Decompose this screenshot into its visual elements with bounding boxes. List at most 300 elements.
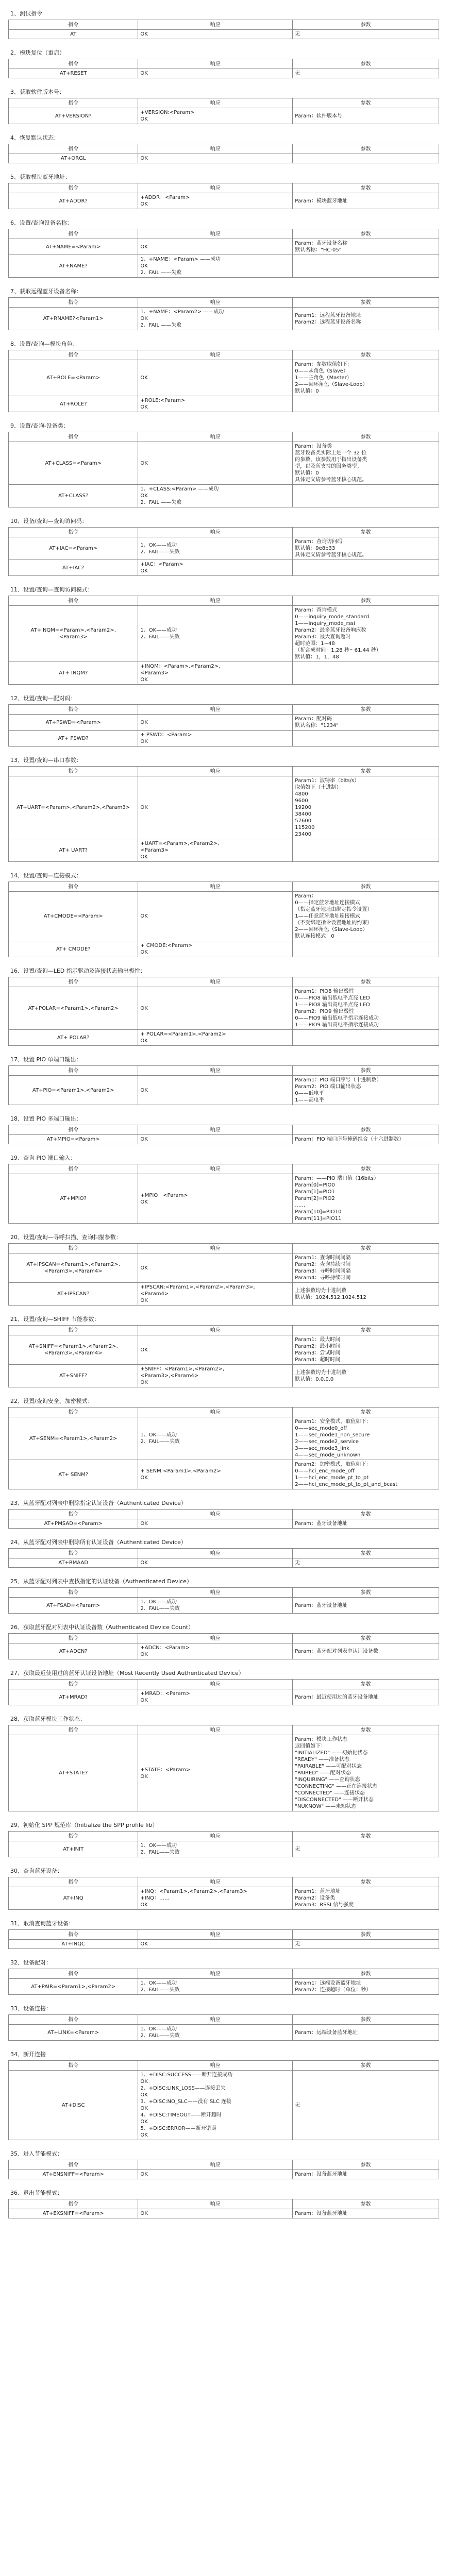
command-cell	[9, 485, 138, 507]
response-line: +SNIFF：<Param1>,<Param2>,	[140, 1366, 225, 1372]
response-line: OK	[140, 2172, 148, 2177]
parameter-cell	[293, 1643, 439, 1659]
parameter-line: 0——低电平	[295, 1091, 324, 1096]
command-section	[8, 287, 444, 330]
response-cell	[138, 839, 293, 862]
response-line: 2、FAIL ——失败	[140, 270, 182, 276]
command-section	[8, 2149, 444, 2179]
command-header: 指令	[9, 298, 138, 308]
command-table	[8, 2199, 439, 2218]
command-header: 指令	[9, 1408, 138, 1417]
section-title: 32、设备配对：	[10, 1959, 52, 1966]
parameter-header: 参数	[293, 705, 439, 715]
command-cell	[9, 1940, 138, 1949]
response-line: +INQM：<Param>,<Param2>,	[140, 664, 221, 669]
response-line: OK	[140, 2079, 148, 2084]
parameter-header: 参数	[293, 1244, 439, 1253]
response-line: OK	[140, 2132, 148, 2138]
parameter-line: Param3：最大查询超时	[295, 634, 351, 640]
response-cell	[138, 193, 293, 209]
parameter-cell	[293, 2025, 439, 2041]
parameter-line: Param2：PIO9 输出极性	[295, 1009, 354, 1014]
response-cell	[138, 987, 293, 1030]
parameter-header: 参数	[293, 432, 439, 442]
parameter-header: 参数	[293, 2199, 439, 2209]
table-row	[9, 1735, 439, 1811]
response-line: 2、FAIL ——失败	[140, 500, 182, 505]
command-header: 指令	[9, 1588, 138, 1598]
command-table	[8, 977, 439, 1046]
section-title: 20、设置/查询—寻呼扫描、查询扫描参数：	[10, 1234, 122, 1241]
table-header-row	[9, 1588, 439, 1598]
command-text: AT+SNIFF?	[59, 1373, 88, 1379]
command-section	[8, 88, 444, 124]
response-header: 响应	[138, 1408, 293, 1417]
table-row	[9, 1335, 439, 1365]
response-cell	[138, 239, 293, 255]
parameter-header: 参数	[293, 1877, 439, 1887]
command-header: 指令	[9, 1877, 138, 1887]
parameter-line: Param1：远程蓝牙设备地址	[295, 312, 361, 318]
command-section	[8, 1233, 444, 1306]
table-header-row	[9, 1244, 439, 1253]
response-header: 响应	[138, 1969, 293, 1979]
parameter-line: 0——hci_enc_mode_off	[295, 1468, 355, 1474]
parameter-line: 默认连接模式：0	[295, 934, 334, 939]
parameter-line: 1——主角色（Master）	[295, 375, 352, 381]
response-cell	[138, 396, 293, 412]
command-header: 指令	[9, 2199, 138, 2209]
table-row	[9, 154, 439, 163]
response-line: OK	[140, 1698, 148, 1703]
table-header-row	[9, 528, 439, 537]
parameter-line: 1——inquiry_mode_rssi	[295, 621, 355, 626]
command-cell	[9, 1841, 138, 1857]
response-cell	[138, 1030, 293, 1046]
command-header: 指令	[9, 1832, 138, 1841]
command-table	[8, 1929, 439, 1949]
command-cell	[9, 1689, 138, 1705]
parameter-header: 参数	[293, 1066, 439, 1076]
response-line: OK	[140, 1380, 148, 1385]
parameter-cell	[293, 1253, 439, 1283]
table-row	[9, 108, 439, 124]
section-title: 28、获取蓝牙模块工作状态：	[10, 1716, 86, 1722]
table-header-row	[9, 432, 439, 442]
response-cell	[138, 108, 293, 124]
command-section	[8, 1499, 444, 1529]
parameter-line: 2——sec_mode2_service	[295, 1439, 359, 1445]
parameter-line: Param3：RSSI 信号强度	[295, 1902, 354, 1908]
table-header-row	[9, 1930, 439, 1940]
response-header: 响应	[138, 1510, 293, 1519]
command-table	[8, 1407, 439, 1489]
response-header: 响应	[138, 1634, 293, 1643]
response-line: 2、FAIL——失败	[140, 634, 180, 640]
parameter-line: 2——hci_enc_mode_pt_to_pt_and_bcast	[295, 1482, 398, 1487]
parameter-line: Param[10]=PIO10	[295, 1209, 342, 1215]
response-line: 2、+DISC:LINK_LOSS——连接丢失	[140, 2086, 226, 2091]
command-text: <Param3>,<Param4>	[44, 1350, 103, 1356]
response-line: <Param3>	[140, 670, 169, 676]
parameter-cell	[293, 731, 439, 747]
section-title: 23、从蓝牙配对列表中删除指定认证设备（Authenticated Device）	[10, 1500, 187, 1506]
response-header: 响应	[138, 1930, 293, 1940]
response-cell	[138, 69, 293, 78]
command-section	[8, 1821, 444, 1857]
parameter-line: Param：模块工作状态	[295, 1737, 347, 1742]
response-header: 响应	[138, 183, 293, 193]
response-line: 1、OK——成功	[140, 542, 177, 548]
table-row	[9, 1643, 439, 1659]
parameter-line: Param3：尝试时间	[295, 1350, 341, 1356]
parameter-line: Param2：设备类	[295, 1895, 336, 1901]
command-section	[8, 1397, 444, 1489]
parameter-line: Param4：寻呼持续时间	[295, 1275, 351, 1281]
parameter-line: 取值如下（十进制）：	[295, 785, 344, 790]
command-cell	[9, 2209, 138, 2218]
parameter-cell	[293, 1558, 439, 1568]
response-line: OK	[140, 263, 148, 269]
section-title: 34、断开连接	[10, 2051, 46, 2058]
command-header: 指令	[9, 1930, 138, 1940]
parameter-header: 参数	[293, 1549, 439, 1558]
table-row	[9, 1689, 439, 1705]
table-header-row	[9, 1326, 439, 1335]
command-section	[8, 218, 444, 278]
parameter-cell	[293, 360, 439, 396]
parameter-cell	[293, 606, 439, 662]
parameter-line: "NUKNOW" ——未知状态	[295, 1804, 357, 1809]
parameter-line: 默认值：1，1，48	[295, 654, 339, 660]
parameter-line: Param[1]=PIO1	[295, 1189, 335, 1195]
table-row	[9, 485, 439, 507]
command-text: AT+ UART?	[59, 848, 88, 853]
command-cell	[9, 308, 138, 330]
command-header: 指令	[9, 2015, 138, 2025]
response-line: <Param4>	[140, 1291, 169, 1297]
command-cell	[9, 776, 138, 839]
command-section	[8, 1958, 444, 1995]
parameter-line: Param2：远程蓝牙设备名称	[295, 319, 361, 325]
parameter-line: Param：设备蓝牙地址	[295, 2172, 347, 2177]
parameter-cell	[293, 239, 439, 255]
response-cell	[138, 2209, 293, 2218]
parameter-header: 参数	[293, 350, 439, 360]
response-cell	[138, 715, 293, 731]
parameter-line: Param：最近使用过的蓝牙设备地址	[295, 1694, 378, 1700]
parameter-line: Param：——PIO 端口值（16bits）	[295, 1176, 379, 1181]
response-line: OK	[140, 201, 148, 207]
parameter-header: 参数	[293, 767, 439, 776]
table-row	[9, 1076, 439, 1105]
parameter-header: 参数	[293, 1725, 439, 1735]
response-line: 1、OK——成功	[140, 1599, 177, 1605]
parameter-line: （不受绑定指令设置地址的约束）	[295, 920, 373, 926]
response-line: OK	[140, 1298, 148, 1303]
table-row	[9, 839, 439, 862]
response-cell	[138, 308, 293, 330]
table-header-row	[9, 2160, 439, 2170]
command-header: 指令	[9, 1164, 138, 1174]
parameter-line: Param：蓝牙设备名称	[295, 241, 347, 246]
parameter-header: 参数	[293, 1588, 439, 1598]
parameter-line: Param4：超时时间	[295, 1357, 341, 1363]
response-line: +MRAD：<Param>	[140, 1691, 190, 1697]
table-row	[9, 1558, 439, 1568]
command-text: AT+CLASS=<Param>	[45, 460, 102, 466]
table-header-row	[9, 1164, 439, 1174]
parameter-cell	[293, 30, 439, 39]
command-text: AT+MRAD?	[59, 1694, 88, 1700]
response-line: +INQ：<Param1>,<Param2>,<Param3>	[140, 1889, 247, 1894]
command-text: AT+SENM=<Param1>,<Param2>	[29, 1435, 118, 1442]
table-row	[9, 30, 439, 39]
command-header: 指令	[9, 1066, 138, 1076]
response-line: OK	[140, 2211, 148, 2216]
command-text: <Param3>,<Param4>	[44, 1268, 103, 1274]
response-header: 响应	[138, 977, 293, 987]
parameter-line: 默认名称："HC-05"	[295, 247, 342, 253]
command-section	[8, 1315, 444, 1387]
parameter-header: 参数	[293, 20, 439, 30]
command-table	[8, 1243, 439, 1306]
table-row	[9, 1598, 439, 1614]
parameter-line: "CONNECTED" ——连接状态	[295, 1790, 365, 1796]
response-line: 1、+NAME：<Param2> ——成功	[140, 309, 224, 315]
command-section	[8, 1919, 444, 1949]
response-header: 响应	[138, 767, 293, 776]
command-section	[8, 133, 444, 163]
response-line: OK	[140, 568, 148, 574]
parameter-cell	[293, 442, 439, 485]
parameter-header: 参数	[293, 596, 439, 606]
parameter-line: Param[0]=PIO0	[295, 1182, 335, 1188]
response-cell	[138, 1519, 293, 1529]
response-line: 2、FAIL ——失败	[140, 323, 182, 328]
table-row	[9, 2209, 439, 2218]
parameter-header: 参数	[293, 1930, 439, 1940]
parameter-line: Param1：最大时间	[295, 1337, 341, 1343]
response-line: 4、+DISC:TIMEOUT——断开超时	[140, 2112, 222, 2118]
response-cell	[138, 1598, 293, 1614]
response-line: +STATE：<Param>	[140, 1767, 191, 1773]
table-header-row	[9, 767, 439, 776]
parameter-line: 上述参数均为十进制数	[295, 1369, 347, 1376]
command-cell	[9, 1365, 138, 1387]
parameter-line: 1——hci_enc_mode_pt_to_pt	[295, 1475, 369, 1481]
response-cell	[138, 1076, 293, 1105]
command-text: AT+POLAR=<Param1>,<Param2>	[28, 1005, 119, 1011]
parameter-header: 参数	[293, 2160, 439, 2170]
response-header: 响应	[138, 432, 293, 442]
section-title: 19、查询 PIO 端口输入：	[10, 1155, 76, 1161]
table-row	[9, 442, 439, 485]
parameter-line: （指定蓝牙地址由绑定指令设置）	[295, 907, 373, 912]
response-cell	[138, 255, 293, 278]
parameter-line: 57600	[295, 818, 312, 824]
response-header: 响应	[138, 2199, 293, 2209]
command-text: AT+ INQM?	[59, 670, 88, 676]
command-text: AT+NAME=<Param>	[45, 244, 101, 250]
section-title: 6、设置/查询设备名称：	[10, 219, 73, 226]
response-line: OK	[140, 1199, 148, 1205]
command-table	[8, 1633, 439, 1659]
parameter-header: 参数	[293, 98, 439, 108]
command-text: AT+STATE?	[59, 1770, 88, 1776]
response-cell	[138, 1689, 293, 1705]
command-cell	[9, 239, 138, 255]
parameter-line: Param2：最小时间	[295, 1344, 341, 1349]
command-cell	[9, 1417, 138, 1460]
response-header: 响应	[138, 229, 293, 239]
response-cell	[138, 662, 293, 685]
command-cell	[9, 1174, 138, 1224]
command-table	[8, 1831, 439, 1857]
parameter-line: 默认值：0	[295, 470, 319, 476]
response-line: + PSWD：<Param>	[140, 732, 192, 738]
response-cell	[138, 1174, 293, 1224]
parameter-line: 具体定义请参考蓝牙核心规范。	[295, 477, 367, 483]
command-cell	[9, 442, 138, 485]
parameter-line: Param：远端设备蓝牙地址	[295, 2029, 358, 2036]
parameter-line: Param[2]=PIO2	[295, 1196, 335, 1201]
parameter-line: Param：设备蓝牙地址	[295, 2211, 347, 2216]
response-cell	[138, 1365, 293, 1387]
response-header: 响应	[138, 1725, 293, 1735]
parameter-line: 9600	[295, 798, 308, 804]
response-line: OK	[140, 1475, 148, 1481]
section-title: 26、获取蓝牙配对列表中认证设备数（Authenticated Device Count）	[10, 1624, 194, 1631]
command-cell	[9, 108, 138, 124]
table-header-row	[9, 144, 439, 154]
parameter-line: "READY" ——准备状态	[295, 1757, 350, 1762]
command-header: 指令	[9, 528, 138, 537]
parameter-line: 4——sec_mode_unknown	[295, 1452, 361, 1458]
command-cell	[9, 1979, 138, 1995]
table-header-row	[9, 1969, 439, 1979]
command-table	[8, 2160, 439, 2179]
parameter-line: Param2：查询持续时间	[295, 1262, 351, 1267]
section-title: 17、设置 PIO 单端口输出：	[10, 1056, 82, 1063]
command-header: 指令	[9, 2160, 138, 2170]
command-cell	[9, 30, 138, 39]
parameter-line: 无	[295, 31, 300, 37]
section-title: 30、查询蓝牙设备：	[10, 1868, 63, 1874]
command-text: AT+ADDR?	[59, 198, 88, 204]
section-title: 5、获取模块蓝牙地址：	[10, 174, 71, 180]
parameter-line: "INQUIRING" ——查询状态	[295, 1777, 360, 1783]
command-table	[8, 1725, 439, 1811]
table-header-row	[9, 1634, 439, 1643]
response-line: OK	[140, 460, 148, 466]
command-header: 指令	[9, 59, 138, 69]
response-header: 响应	[138, 2160, 293, 2170]
response-line: 1、OK——成功	[140, 1843, 177, 1849]
response-line: 2、FAIL——失败	[140, 1439, 180, 1445]
parameter-cell	[293, 2071, 439, 2140]
response-line: 1、+DISC:SUCCESS——断开连接成功	[140, 2072, 233, 2078]
command-cell	[9, 255, 138, 278]
parameter-cell	[293, 892, 439, 941]
command-text: AT+INQ	[63, 1895, 83, 1901]
parameter-line: Param：配对码	[295, 716, 332, 722]
command-text: AT+IPSCAN?	[57, 1291, 90, 1297]
command-text: AT+INQM=<Param>,<Param2>,	[30, 628, 116, 633]
parameter-line: Param2：PIO 端口输出状态	[295, 1084, 361, 1090]
command-table	[8, 432, 439, 507]
response-header: 响应	[138, 1549, 293, 1558]
parameter-header: 参数	[293, 1164, 439, 1174]
command-table	[8, 596, 439, 685]
response-header: 响应	[138, 596, 293, 606]
response-line: +INQ：……	[140, 1895, 170, 1901]
response-cell	[138, 2025, 293, 2041]
parameter-line: 无	[295, 2102, 300, 2108]
parameter-cell	[293, 1887, 439, 1910]
response-line: 2、FAIL——失败	[140, 1850, 180, 1855]
command-cell	[9, 1598, 138, 1614]
response-line: OK	[140, 1773, 148, 1780]
parameter-line: 115200	[295, 825, 315, 831]
table-row	[9, 1174, 439, 1224]
parameter-line: Param：查询模式	[295, 607, 337, 613]
response-line: OK	[140, 1560, 148, 1566]
response-header: 响应	[138, 882, 293, 892]
response-line: 2、FAIL——失败	[140, 549, 180, 555]
table-row	[9, 69, 439, 78]
command-text: AT+EXSNIFF=<Param>	[42, 2211, 104, 2216]
command-text: AT+INIT	[63, 1846, 84, 1852]
command-table	[8, 882, 439, 957]
command-section	[8, 756, 444, 862]
table-row	[9, 1841, 439, 1857]
table-header-row	[9, 1832, 439, 1841]
response-cell	[138, 941, 293, 957]
parameter-cell	[293, 662, 439, 685]
response-header: 响应	[138, 98, 293, 108]
command-text: AT+DISC	[61, 2102, 85, 2108]
response-cell	[138, 442, 293, 485]
section-title: 4、恢复默认状态：	[10, 134, 59, 141]
command-section	[8, 2004, 444, 2041]
command-header: 指令	[9, 1510, 138, 1519]
command-table	[8, 144, 439, 163]
table-row	[9, 2071, 439, 2140]
command-cell	[9, 1558, 138, 1568]
command-text: <Param3>	[59, 634, 88, 640]
response-line: OK	[140, 2092, 148, 2098]
command-cell	[9, 560, 138, 576]
response-header: 响应	[138, 705, 293, 715]
command-text: AT+ CMODE?	[56, 946, 91, 952]
command-text: AT+MPIO?	[60, 1196, 87, 1201]
response-line: +VERSION:<Param>	[140, 110, 195, 115]
command-header: 指令	[9, 98, 138, 108]
parameter-line: "PAIRABLE" ——可配对状态	[295, 1764, 362, 1769]
section-title: 8、设置/查询—模块角色：	[10, 341, 78, 347]
response-line: OK	[140, 1521, 148, 1527]
command-header: 指令	[9, 1969, 138, 1979]
response-header: 响应	[138, 1680, 293, 1689]
command-text: AT+INQC	[61, 1941, 86, 1947]
table-row	[9, 1283, 439, 1306]
parameter-cell	[293, 1365, 439, 1387]
response-cell	[138, 606, 293, 662]
parameter-header: 参数	[293, 1125, 439, 1135]
parameter-line: 2——回环角色（Slave-Loop）	[295, 382, 368, 387]
command-cell	[9, 1735, 138, 1811]
